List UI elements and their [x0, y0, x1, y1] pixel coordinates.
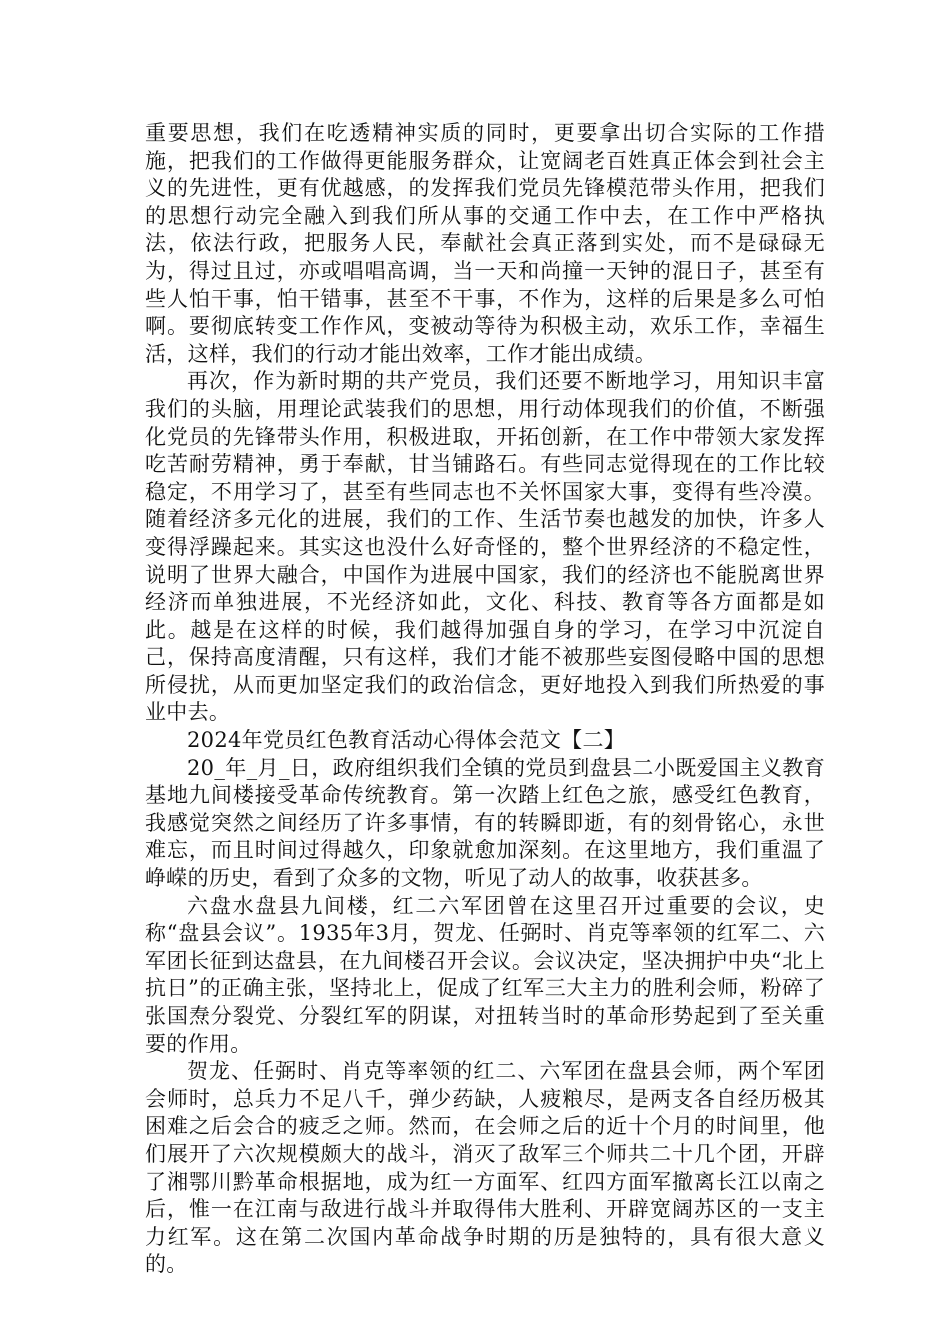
paragraph-5: 贺龙、任弼时、肖克等率领的红二、六军团在盘县会师，两个军团会师时，总兵力不足八千，弹少药缺，人疲粮尽，是两支各自经历极其困难之后会合的疲乏之师。然而，在会师之后的近十个月的时间里，他们展开了六次规模颇大的战斗，消灭了敌军三个师共二十几个团，开辟了湘鄂川黔革命根据地，成为红一方面军、红四方面军撤离长江以南之后，惟一在江南与敌进行战斗并取得伟大胜利、开辟宽阔苏区的一支主力红军。这在第二次国内革命战争时期的历是独特的，具有很大意义的。	[145, 1059, 825, 1277]
section-heading: 2024年党员红色教育活动心得体会范文【二】	[187, 728, 626, 753]
paragraph-1: 重要思想，我们在吃透精神实质的同时，更要拿出切合实际的工作措施，把我们的工作做得更能服务群众，让宽阔老百姓真正体会到社会主义的先进性，更有优越感，的发挥我们党员先锋模范带头作用，把我们的思想行动完全融入到我们所从事的交通工作中去，在工作中严格执法，依法行政，把服务人民，奉献社会真正落到实处，而不是碌碌无为，得过且过，亦或唱唱高调，当一天和尚撞一天钟的混日子，甚至有些人怕干事，怕干错事，甚至不干事，不作为，这样的后果是多么可怕啊。要彻底转变工作作风，变被动等待为积极主动，欢乐工作，幸福生活，这样，我们的行动才能出效率，工作才能出成绩。	[145, 121, 825, 366]
paragraph-4: 六盘水盘县九间楼，红二六军团曾在这里召开过重要的会议，史称“盘县会议”。1935年3月，贺龙、任弼时、肖克等率领的红军二、六军团长征到达盘县，在九间楼召开会议。会议决定，坚决拥护中央“北上抗日”的正确主张，坚持北上，促成了红军三大主力的胜利会师，粉碎了张国焘分裂党、分裂红军的阴谋，对扭转当时的革命形势起到了至关重要的作用。	[145, 893, 825, 1056]
document-page	[145, 120, 825, 1279]
paragraph-3: 20_年_月_日，政府组织我们全镇的党员到盘县二小既爱国主义教育基地九间楼接受革命传统教育。第一次踏上红色之旅，感受红色教育，我感觉突然之间经历了许多事情，有的转瞬即逝，有的刻骨铭心，永世难忘，而且时间过得越久，印象就愈加深刻。在这里地方，我们重温了峥嵘的历史，看到了众多的文物，听见了动人的故事，收获甚多。	[145, 755, 825, 891]
paragraph-2: 再次，作为新时期的共产党员，我们还要不断地学习，用知识丰富我们的头脑，用理论武装我们的思想，用行动体现我们的价值，不断强化党员的先锋带头作用，积极进取，开拓创新，在工作中带领大家发挥吃苦耐劳精神，勇于奉献，甘当铺路石。有些同志觉得现在的工作比较稳定，不用学习了，甚至有些同志也不关怀国家大事，变得有些冷漠。随着经济多元化的进展，我们的工作、生活节奏也越发的加快，许多人变得浮躁起来。其实这也没什么好奇怪的，整个世界经济的不稳定性，说明了世界大融合，中国作为进展中国家，我们的经济也不能脱离世界经济而单独进展，不光经济如此，文化、科技、教育等各方面都是如此。越是在这样的时候，我们越得加强自身的学习，在学习中沉淀自己，保持高度清醒，只有这样，我们才能不被那些妄图侵略中国的思想所侵扰，从而更加坚定我们的政治信念，更好地投入到我们所热爱的事业中去。	[145, 369, 825, 725]
